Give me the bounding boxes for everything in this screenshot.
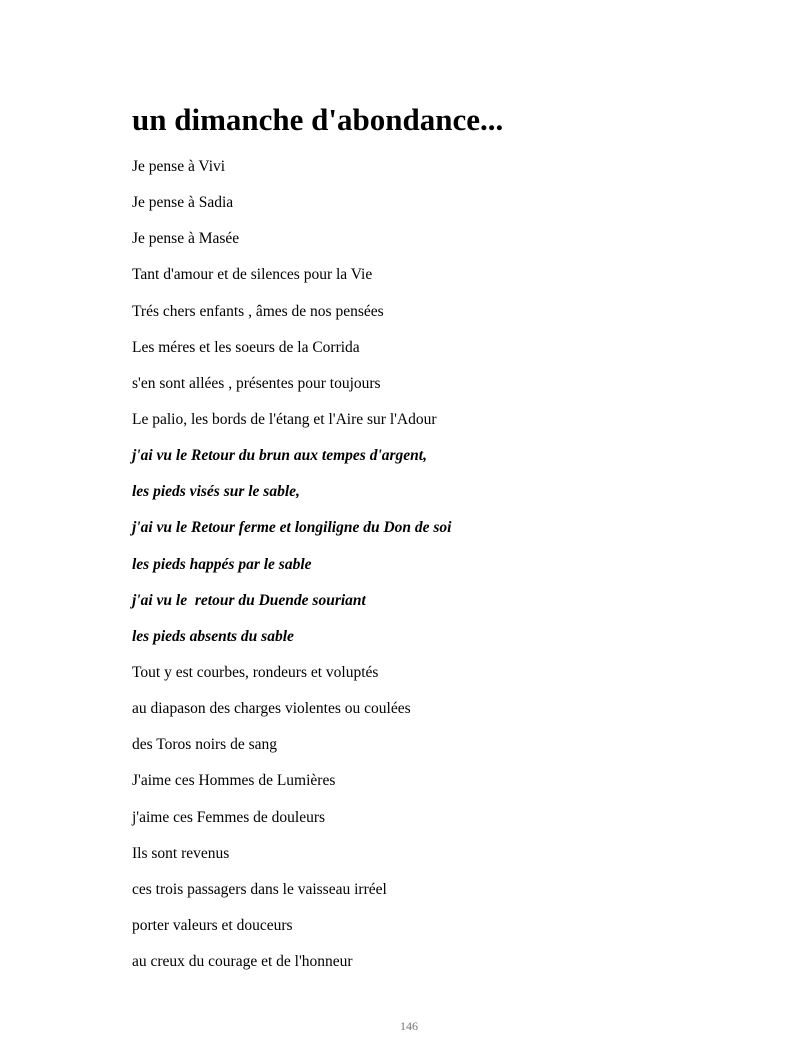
poem-line: au diapason des charges violentes ou coulées (132, 700, 411, 718)
page-title: un dimanche d'abondance... (132, 102, 504, 137)
poem-body (132, 155, 451, 986)
poem-line: Tant d'amour et de silences pour la Vie (132, 266, 373, 284)
poem-line: Ils sont revenus (132, 844, 230, 862)
poem-line: au creux du courage et de l'honneur (132, 953, 353, 971)
poem-line: Je pense à Vivi (132, 158, 226, 175)
poem-line: Trés chers enfants , âmes de nos pensées (132, 302, 384, 320)
poem-line: porter valeurs et douceurs (132, 916, 293, 934)
poem-line: Le palio, les bords de l'étang et l'Aire sur l'Adour (132, 410, 437, 428)
poem-line: j'aime ces Femmes de douleurs (132, 808, 326, 826)
poem-line: Je pense à Sadia (132, 194, 234, 212)
poem-line: Je pense à Masée (132, 230, 240, 248)
poem-line-emphasized: les pieds absents du sable (132, 627, 294, 645)
poem-line: Les méres et les soeurs de la Corrida (132, 338, 360, 356)
poem-line-emphasized: j'ai vu le Retour du brun aux tempes d'argent, (132, 447, 427, 465)
poem-line-emphasized: j'ai vu le retour du Duende souriant (132, 591, 366, 609)
poem-line-emphasized: les pieds visés sur le sable, (132, 483, 300, 501)
poem-line: Tout y est courbes, rondeurs et voluptés (132, 663, 379, 681)
poem-line-emphasized: les pieds happés par le sable (132, 555, 312, 573)
poem-line-emphasized: j'ai vu le Retour ferme et longiligne du Don de soi (132, 519, 452, 537)
poem-line: s'en sont allées , présentes pour toujours (132, 374, 381, 392)
poem-line: des Toros noirs de sang (132, 736, 278, 754)
poem-line: ces trois passagers dans le vaisseau irréel (132, 880, 387, 898)
page-number: 146 (400, 1019, 418, 1033)
poem-line: J'aime ces Hommes de Lumières (132, 772, 336, 790)
